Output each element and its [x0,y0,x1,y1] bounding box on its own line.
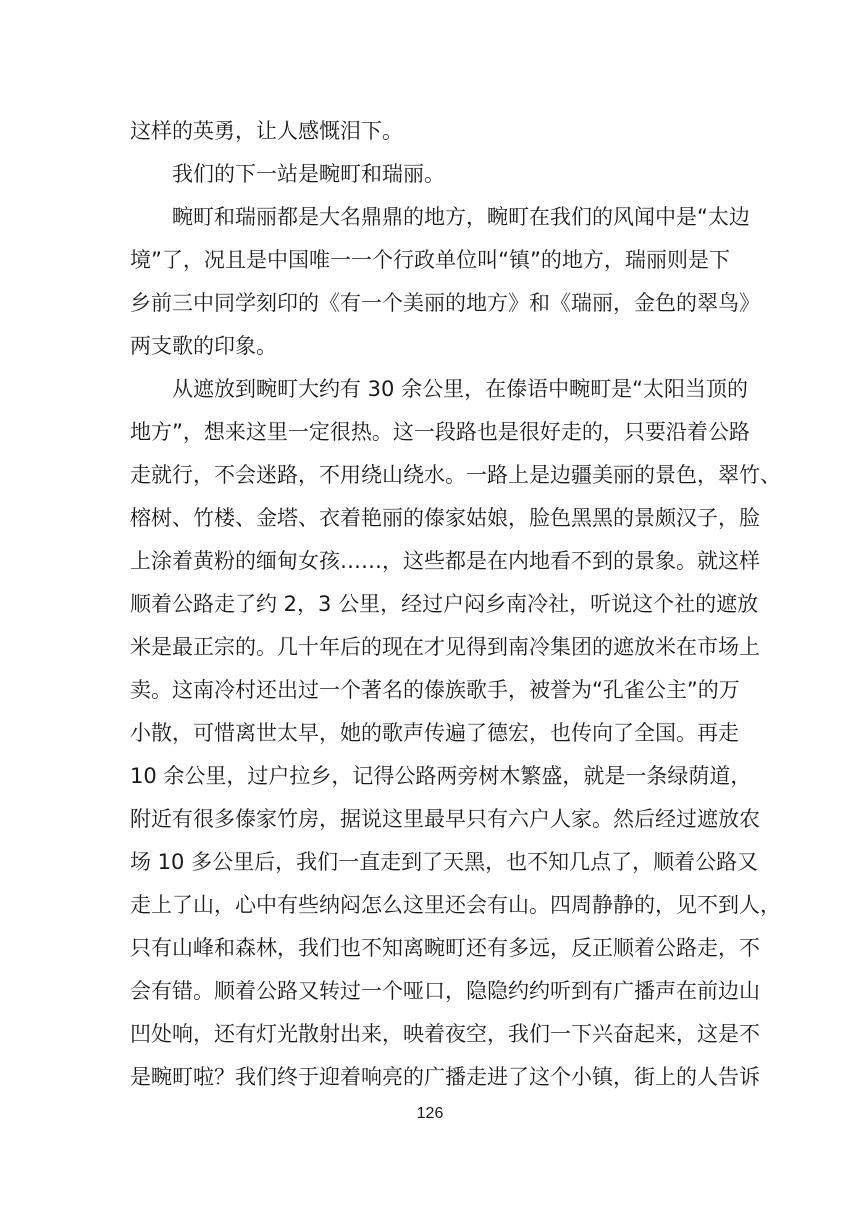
text-line: 走上了山，心中有些纳闷怎么这里还会有山。四周静静的，见不到人， [130,893,781,917]
text-line: 两支歌的印象。 [130,334,277,358]
page-number: 126 [416,1105,444,1122]
text-line: 走就行，不会迷路，不用绕山绕水。一路上是边疆美丽的景色，翠竹、 [130,463,781,487]
text-line: 这样的英勇，让人感慨泪下。 [130,119,403,143]
text-line: 上涂着黄粉的缅甸女孩……，这些都是在内地看不到的景象。就这样 [130,549,760,573]
text-line: 10 余公里，过户拉乡，记得公路两旁树木繁盛，就是一条绿荫道， [130,764,752,788]
text-line: 境”了，况且是中国唯一一个行政单位叫“镇”的地方，瑞丽则是下 [130,248,730,272]
text-line: 只有山峰和森林，我们也不知离畹町还有多远，反正顺着公路走，不 [130,936,760,960]
text-line: 从遮放到畹町大约有 30 余公里，在傣语中畹町是“太阳当顶的 [172,377,748,401]
text-line: 卖。这南冷村还出过一个著名的傣族歌手，被誉为“孔雀公主”的万 [130,678,740,702]
document-body [130,110,781,1099]
text-line: 畹町和瑞丽都是大名鼎鼎的地方，畹町在我们的风闻中是“太边 [172,205,750,229]
text-line: 榕树、竹楼、金塔、衣着艳丽的傣家姑娘，脸色黑黑的景颇汉子，脸 [130,506,760,530]
text-line: 顺着公路走了约 2，3 公里，经过户闷乡南冷社，听说这个社的遮放 [130,592,759,616]
text-line: 地方”，想来这里一定很热。这一段路也是很好走的，只要沿着公路 [130,420,750,444]
text-line: 小散，可惜离世太早，她的歌声传遍了德宏，也传向了全国。再走 [130,721,739,745]
text-line: 乡前三中同学刻印的《有一个美丽的地方》和《瑞丽，金色的翠鸟》 [130,291,760,315]
text-line: 场 10 多公里后，我们一直走到了天黑，也不知几点了，顺着公路又 [130,850,759,874]
text-line: 附近有很多傣家竹房，据说这里最早只有六户人家。然后经过遮放农 [130,807,760,831]
text-line: 米是最正宗的。几十年后的现在才见得到南冷集团的遮放米在市场上 [130,635,760,659]
text-line: 会有错。顺着公路又转过一个哑口，隐隐约约听到有广播声在前边山 [130,979,760,1003]
text-line: 凹处响，还有灯光散射出来，映着夜空，我们一下兴奋起来，这是不 [130,1022,760,1046]
text-line: 是畹町啦？我们终于迎着响亮的广播走进了这个小镇，街上的人告诉 [130,1065,760,1089]
text-line: 我们的下一站是畹町和瑞丽。 [172,162,445,186]
